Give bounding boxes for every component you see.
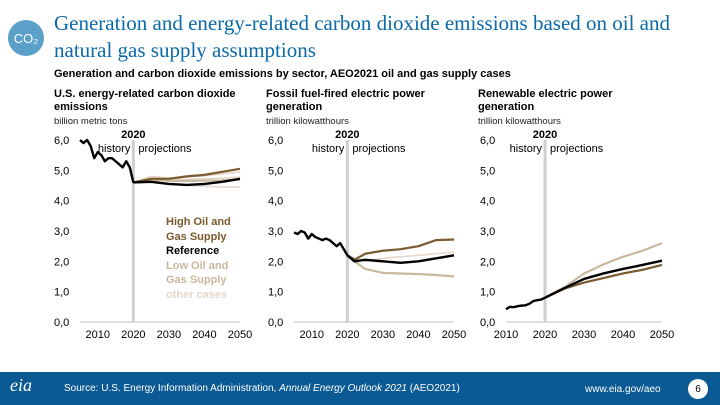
panel3-divider-2020 xyxy=(544,140,547,322)
eia-logo: eia xyxy=(10,375,32,395)
source-prefix: Source: U.S. Energy Information Administration, xyxy=(64,383,280,394)
panel2-divider-year-label: 2020 xyxy=(335,129,360,141)
legend xyxy=(166,215,231,302)
panel3-title: Renewable electric power generation xyxy=(478,88,613,113)
panel3-y-tick-label: 1,0 xyxy=(480,286,496,299)
panel1-projections-label: projections xyxy=(138,143,192,155)
panel3-y-tick-label: 5,0 xyxy=(480,165,496,178)
source-note xyxy=(64,383,460,394)
slide-subtitle: Generation and carbon dioxide emissions by sector, AEO2021 oil and gas supply cases xyxy=(54,68,511,80)
source-suffix: (AEO2021) xyxy=(406,383,460,394)
page-number: 6 xyxy=(688,379,708,399)
legend-item: Reference xyxy=(166,245,220,257)
panel2-x-tick-label: 2020 xyxy=(335,329,360,341)
panel2-x-tick-label: 2010 xyxy=(299,329,325,341)
legend-item: Gas Supply xyxy=(166,230,227,243)
slide-title: Generation and energy-related carbon dioxide emissions based on oil and natural gas supply assumptions xyxy=(54,11,671,62)
panel2-projections-label: projections xyxy=(352,143,406,155)
panel1-y-tick-label: 0,0 xyxy=(54,317,70,329)
panel2-units: trillion kilowatthours xyxy=(266,116,349,127)
panel2-y-tick-label: 6,0 xyxy=(268,135,284,147)
panel1-x-tick-label: 2030 xyxy=(156,329,182,341)
legend-item: other cases xyxy=(166,288,228,301)
eia-url[interactable]: www.eia.gov/aeo xyxy=(585,384,661,395)
panel1-title: U.S. energy-related carbon dioxide emissions xyxy=(54,88,236,113)
panel1-units: billion metric tons xyxy=(54,116,128,127)
panel2-x-tick-label: 2050 xyxy=(441,329,467,341)
panel3-divider-year-label: 2020 xyxy=(532,129,558,141)
panel3-x-tick-label: 2010 xyxy=(493,329,519,341)
panel1-x-tick-label: 2020 xyxy=(121,329,146,341)
panel3-x-tick-label: 2040 xyxy=(610,329,636,341)
panel3-units: trillion kilowatthours xyxy=(478,116,561,127)
panel2-series-history xyxy=(294,231,347,255)
legend-item: High Oil and xyxy=(166,216,231,228)
panel3-y-tick-label: 2,0 xyxy=(480,256,496,269)
legend-item: Gas Supply xyxy=(166,274,227,286)
panel3-y-tick-label: 0,0 xyxy=(480,317,496,329)
panel2-title: Fossil fuel-fired electric power generation xyxy=(266,88,425,113)
panel3-y-tick-label: 6,0 xyxy=(480,135,496,147)
panel1-y-tick-label: 5,0 xyxy=(54,165,70,178)
panel3-projections-label: projections xyxy=(550,143,604,155)
panel2-y-tick-label: 5,0 xyxy=(268,165,284,178)
panel3-y-tick-label: 3,0 xyxy=(480,226,496,238)
panel3-y-tick-label: 4,0 xyxy=(480,195,496,208)
panel1-x-tick-label: 2010 xyxy=(85,329,111,341)
panel2-y-tick-label: 1,0 xyxy=(268,286,284,299)
source-title: Annual Energy Outlook 2021 xyxy=(279,383,407,394)
co2-logo: CO₂ xyxy=(8,20,44,56)
panel2-y-tick-label: 3,0 xyxy=(268,226,284,238)
panel3-x-tick-label: 2050 xyxy=(649,329,675,341)
panel2-history-label: history xyxy=(311,143,345,155)
panel2-y-tick-label: 4,0 xyxy=(268,195,284,208)
panel2-x-tick-label: 2040 xyxy=(406,329,431,341)
panel1-y-tick-label: 3,0 xyxy=(54,226,70,238)
panel2-y-tick-label: 2,0 xyxy=(268,256,284,269)
panel1-y-tick-label: 6,0 xyxy=(54,135,70,147)
panel1-y-tick-label: 1,0 xyxy=(54,286,70,299)
panel2-x-tick-label: 2030 xyxy=(370,329,396,341)
panel1-divider-year-label: 2020 xyxy=(121,129,146,141)
panel1-x-tick-label: 2050 xyxy=(227,329,253,341)
panel1-y-tick-label: 2,0 xyxy=(54,256,70,269)
panel1-history-label: history xyxy=(97,143,131,155)
panel3-series-high xyxy=(545,265,662,298)
panel3-x-tick-label: 2030 xyxy=(571,329,597,341)
panel2-divider-2020 xyxy=(346,140,349,322)
panel3-history-label: history xyxy=(509,143,542,155)
panel3-series-history xyxy=(506,298,545,310)
panel3-x-tick-label: 2020 xyxy=(532,329,558,341)
panel1-y-tick-label: 4,0 xyxy=(54,195,70,208)
panel1-x-tick-label: 2040 xyxy=(192,329,217,341)
panel1-divider-2020 xyxy=(132,140,135,322)
legend-item: Low Oil and xyxy=(166,259,229,272)
panel2-y-tick-label: 0,0 xyxy=(268,317,284,329)
panel3-series-reference xyxy=(545,261,662,298)
